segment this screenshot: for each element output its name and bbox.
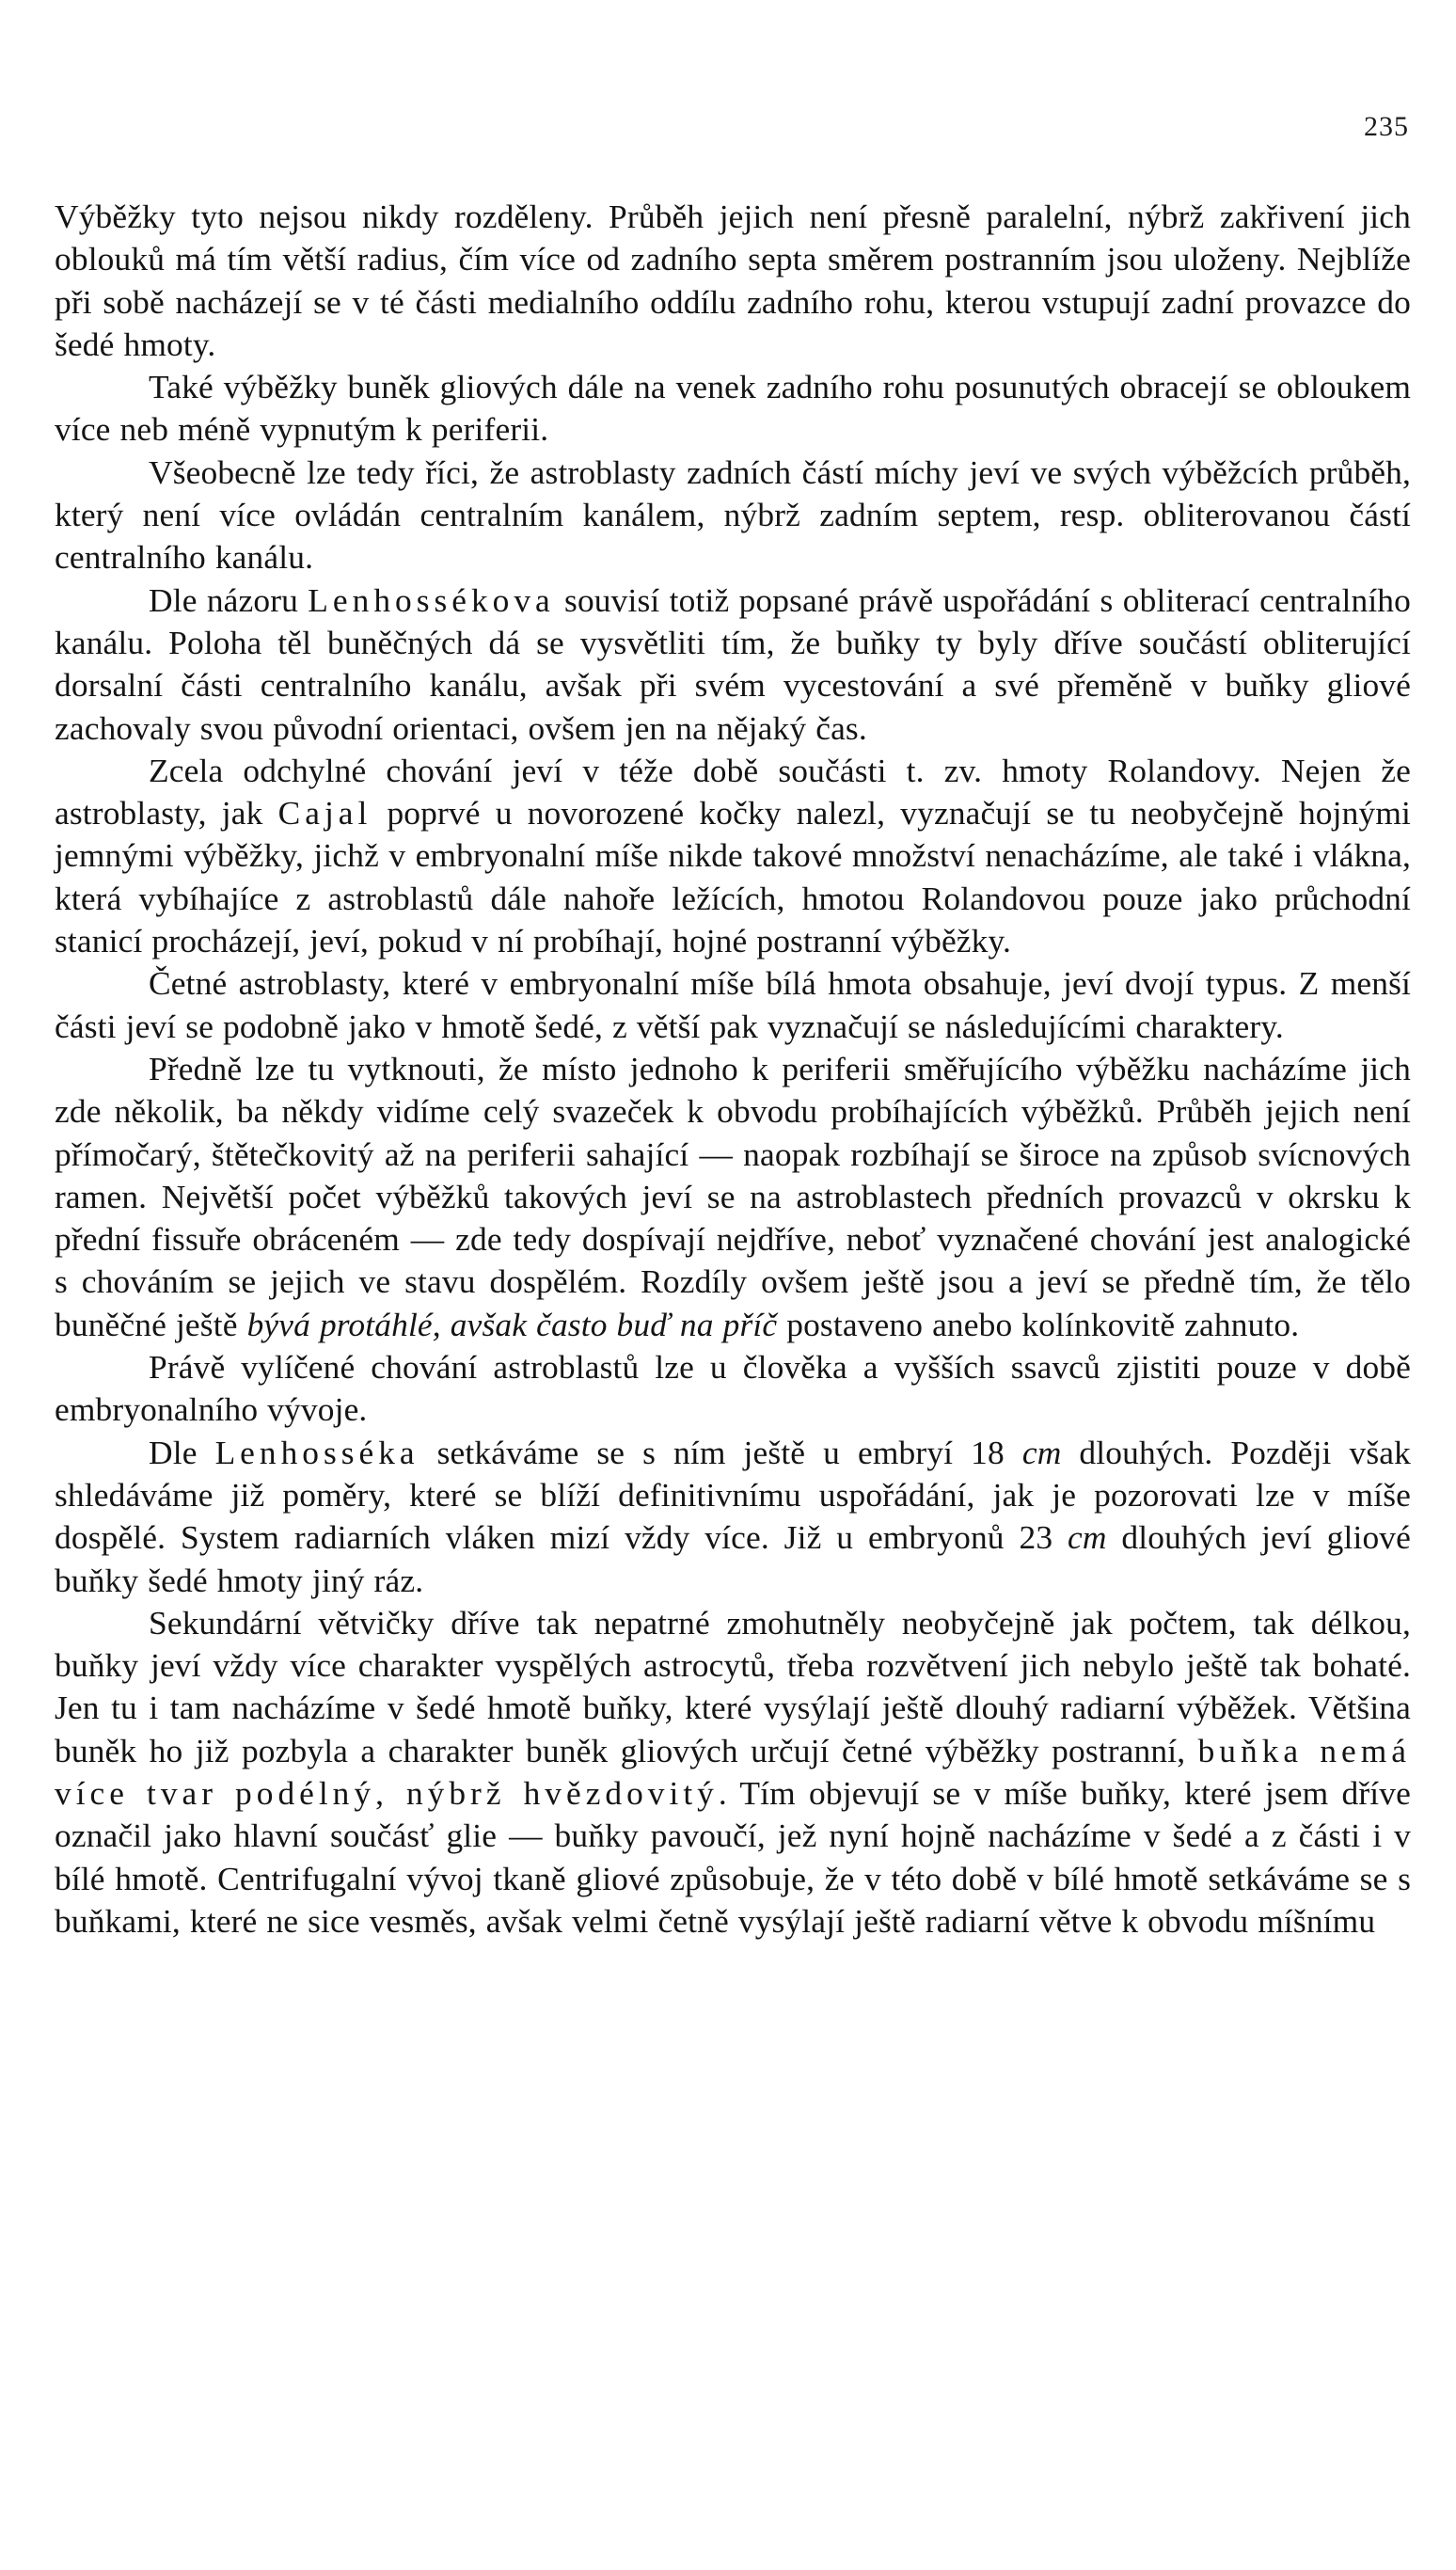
text-run: poprvé u novorozené kočky nalezl, vyznačují se tu neobyčejně hojnými jemnými výběžky, jichž v embryonalní míše nikde takové množství nenacházíme, ale také i vlákna, která vybíhajíce z astroblastů dále nahoře ležících, hmotou Rolandovou pouze jako průchodní stanicí procházejí, jeví, pokud v ní probíhají, hojné postranní výběžky.	[55, 794, 1411, 960]
paragraph	[55, 579, 1411, 750]
text-run: Dle názoru	[149, 580, 309, 619]
text-run: Předně lze tu vytknouti, že místo jednoho k periferii směřujícího výběžku nacházíme jich zde několik, ba někdy vidíme celý svazeček k obvodu probíhajících výběžků. Průběh jejich není přímočarý, štětečkovitý až na periferii sahající — naopak rozbíhají se široce na způsob svícnových ramen. Největší počet výběžků takových jeví se na astroblastech předních provazců v okrsku k přední fissuře obráceném — zde tedy dospívají nejdříve, neboť vyznačené chování jest analogické s chováním se jejich ve stavu dospělém. Rozdíly ovšem ještě jsou a jeví se předně tím, že tělo buněčné ještě	[55, 1049, 1411, 1343]
page-number: 235	[1364, 111, 1409, 142]
text-run: dlouhých. Později však shledáváme již poměry, které se blíží definitivnímu uspořádání, jak je pozorovati lze v míše dospělé. System radiarních vláken mizí vždy více. Již u embryonů 23	[55, 1433, 1412, 1557]
italic-text: cm	[1068, 1518, 1107, 1557]
text-run: Všeobecně lze tedy říci, že astroblasty zadních částí míchy jeví ve svých výběžcích průběh, který není více ovládán centralním kanálem, nýbrž zadním septem, resp. obliterovanou částí centralního kanálu.	[55, 452, 1411, 577]
text-run: dlouhých jeví gliové buňky šedé hmoty jiný ráz.	[55, 1518, 1411, 1599]
italic-text: cm	[1021, 1433, 1062, 1471]
text-run: Dle	[149, 1433, 215, 1471]
spaced-emphasis-text: buňka nemá více tvar podélný, nýbrž hvězdovitý	[55, 1731, 1411, 1812]
paragraph	[55, 750, 1411, 962]
text-run: setkáváme se s ním ještě u embryí 18	[419, 1433, 1022, 1471]
text-run: Sekundární větvičky dříve tak nepatrné zmohutněly neobyčejně jak počtem, tak délkou, buňky jeví vždy více charakter vyspělých astrocytů, třeba rozvětvení jich nebylo ještě tak bohaté. Jen tu i tam nacházíme v šedé hmotě buňky, které vysýlají ještě dlouhý radiarní výběžek. Většina buněk ho již pozbyla a charakter buněk gliových určují četné výběžky postranní,	[55, 1603, 1411, 1769]
paragraph	[55, 962, 1411, 1048]
text-run: postaveno anebo kolínkovitě zahnuto.	[777, 1305, 1300, 1343]
spaced-emphasis-text: Cajal	[277, 794, 372, 833]
text-run: souvisí totiž popsané právě uspořádání s obliterací centralního kanálu. Poloha těl buněčných dá se vysvětliti tím, že buňky ty byly dříve součástí obliterující dorsalní části centralního kanálu, avšak při svém vycestování a své přeměně v buňky gliové zachovaly svou původní orientaci, ovšem jen na nějaký čas.	[55, 580, 1411, 747]
spaced-emphasis-text: Lenhossékova	[308, 580, 555, 619]
paragraph	[55, 1346, 1411, 1432]
text-run: Právě vylíčené chování astroblastů lze u člověka a vyšších ssavců zjistiti pouze v době embryonalního vývoje.	[55, 1348, 1411, 1429]
paragraph	[55, 452, 1411, 579]
paragraph	[55, 196, 1411, 366]
paragraph	[55, 1432, 1411, 1602]
body-text	[55, 196, 1411, 1943]
paragraph	[55, 366, 1411, 452]
italic-text: bývá protáhlé, avšak často buď na příč	[246, 1305, 778, 1343]
text-run: Výběžky tyto nejsou nikdy rozděleny. Průběh jejich není přesně paralelní, nýbrž zakřivení jich oblouků má tím větší radius, čím více od zadního septa směrem postranním jsou uloženy. Nejblíže při sobě nacházejí se v té části medialního oddílu zadního rohu, kterou vstupují zadní provazce do šedé hmoty.	[55, 198, 1411, 363]
spaced-emphasis-text: Lenhosséka	[214, 1433, 419, 1471]
paragraph	[55, 1602, 1411, 1943]
text-run: . Tím objevují se v míše buňky, které jsem dříve označil jako hlavní součásť glie — buňky pavoučí, jež nyní hojně nacházíme v šedé a z části i v bílé hmotě. Centrifugalní vývoj tkaně gliové způsobuje, že v této době v bílé hmotě setkáváme se s buňkami, které ne sice vesměs, avšak velmi četně vysýlají ještě radiarní větve k obvodu míšnímu	[55, 1773, 1411, 1940]
text-run: Zcela odchylné chování jeví v téže době součásti t. zv. hmoty Rolandovy. Nejen že astroblasty, jak	[55, 751, 1411, 833]
text-run: Četné astroblasty, které v embryonalní míše bílá hmota obsahuje, jeví dvojí typus. Z menší části jeví se podobně jako v hmotě šedé, z větší pak vyznačují se následujícími charaktery.	[55, 964, 1411, 1045]
text-run: Také výběžky buněk gliových dále na venek zadního rohu posunutých obracejí se obloukem více neb méně vypnutým k periferii.	[55, 368, 1411, 449]
paragraph	[55, 1048, 1411, 1346]
